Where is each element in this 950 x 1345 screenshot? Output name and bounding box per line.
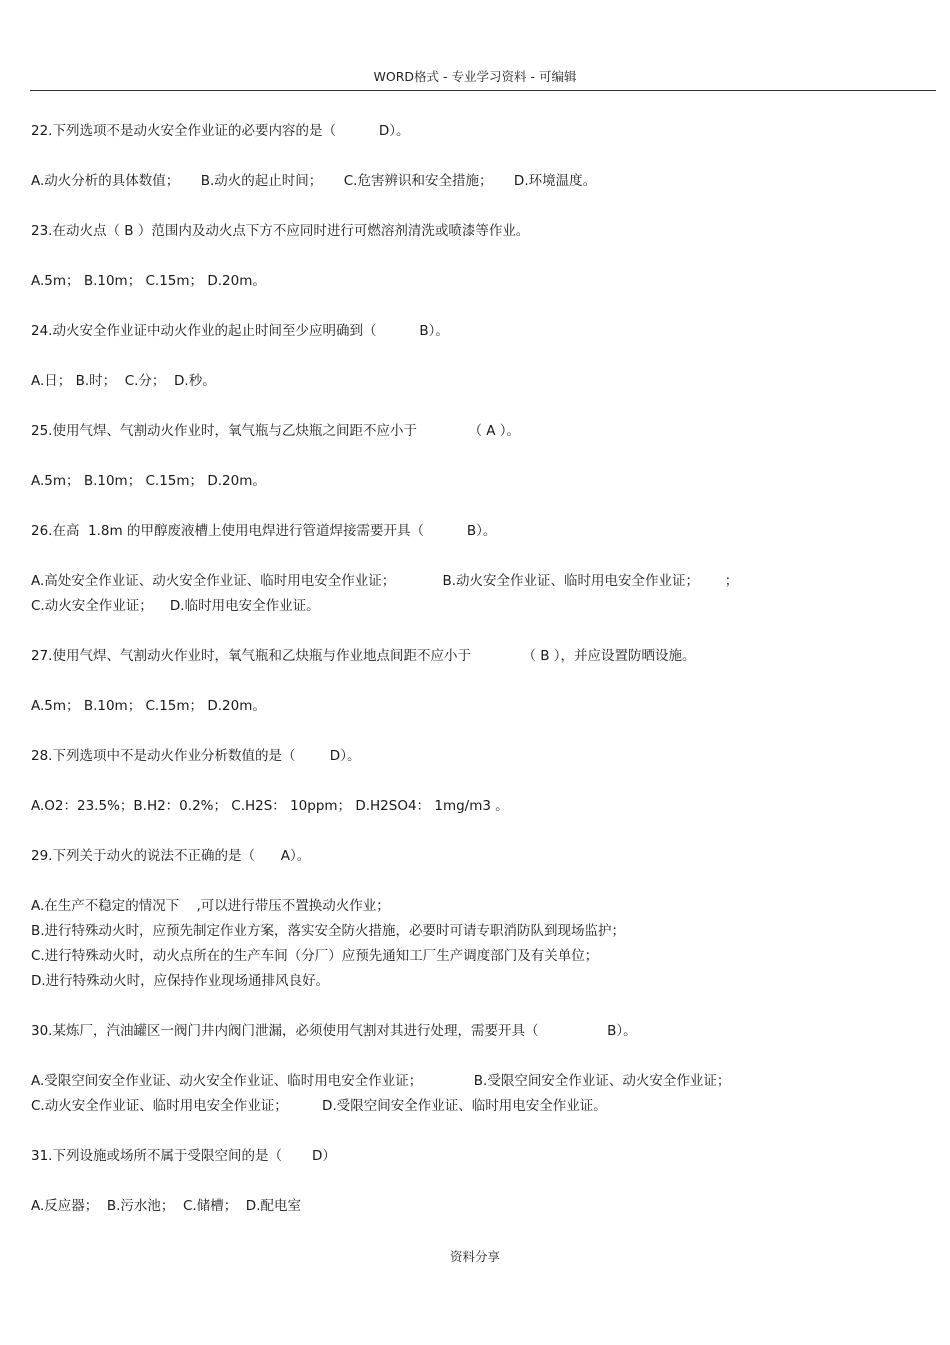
page-header: WORD格式 - 专业学习资料 - 可编辑 [373, 69, 577, 84]
answer-options: A.反应器； B.污水池； C.储槽； D.配电室 [31, 1198, 301, 1214]
question-text: 30.某炼厂，汽油罐区一阀门井内阀门泄漏，必须使用气割对其进行处理，需要开具（ B）。 [31, 1023, 637, 1039]
question-spacer [31, 344, 931, 369]
question-item [31, 1019, 931, 1119]
question-text: 27.使用气焊、气割动火作业时，氧气瓶和乙炔瓶与作业地点间距不应小于 （ B ），并应设置防晒设施。 [31, 648, 696, 664]
answer-options: C.动火安全作业证； D.临时用电安全作业证。 [31, 598, 320, 614]
question-spacer [31, 544, 931, 569]
answer-options: A.日； B.时； C.分； D.秒。 [31, 373, 216, 389]
answer-options: C.进行特殊动火时，动火点所在的生产车间（分厂）应预先通知工厂生产调度部门及有关单位； [31, 948, 599, 964]
header-divider [30, 90, 936, 91]
question-text: 22.下列选项不是动火安全作业证的必要内容的是（ D）。 [31, 123, 410, 139]
question-spacer [31, 869, 931, 894]
page-footer: 资料分享 [449, 1249, 500, 1264]
answer-options: A.O2：23.5%；B.H2：0.2%； C.H2S： 10ppm； D.H2SO4： 1mg/m3 。 [31, 798, 509, 814]
question-text: 23.在动火点（ B ）范围内及动火点下方不应同时进行可燃溶剂清洗或喷漆等作业。 [31, 223, 530, 239]
answer-options: A.受限空间安全作业证、动火安全作业证、临时用电安全作业证； B.受限空间安全作业证、动火安全作业证； [31, 1073, 731, 1089]
question-item [31, 219, 931, 294]
question-text: 29.下列关于动火的说法不正确的是（ A）。 [31, 848, 311, 864]
answer-options: A.5m； B.10m； C.15m； D.20m。 [31, 473, 266, 489]
answer-options: B.进行特殊动火时，应预先制定作业方案，落实安全防火措施，必要时可请专职消防队到现场监护； [31, 923, 626, 939]
question-spacer [31, 244, 931, 269]
question-item [31, 419, 931, 494]
question-item [31, 744, 931, 819]
question-item [31, 1144, 931, 1219]
question-spacer [31, 769, 931, 794]
question-item [31, 644, 931, 719]
question-spacer [31, 144, 931, 169]
question-text: 24.动火安全作业证中动火作业的起止时间至少应明确到（ B）。 [31, 323, 449, 339]
answer-options: A.动火分析的具体数值； B.动火的起止时间； C.危害辨识和安全措施； D.环境温度。 [31, 173, 597, 189]
answer-options: C.动火安全作业证、临时用电安全作业证； D.受限空间安全作业证、临时用电安全作业证。 [31, 1098, 607, 1114]
question-item [31, 844, 931, 994]
question-spacer [31, 1044, 931, 1069]
question-text: 28.下列选项中不是动火作业分析数值的是（ D）。 [31, 748, 361, 764]
answer-options: D.进行特殊动火时，应保持作业现场通排风良好。 [31, 973, 330, 989]
question-spacer [31, 444, 931, 469]
answer-options: A.5m； B.10m； C.15m； D.20m。 [31, 273, 266, 289]
question-list [31, 119, 931, 1244]
answer-options: A.在生产不稳定的情况下 ,可以进行带压不置换动火作业； [31, 898, 390, 914]
question-item [31, 119, 931, 194]
question-text: 31.下列设施或场所不属于受限空间的是（ D） [31, 1148, 336, 1164]
answer-options: A.高处安全作业证、动火安全作业证、临时用电安全作业证； B.动火安全作业证、临时用电安全作业证； ； [31, 573, 739, 589]
question-spacer [31, 1169, 931, 1194]
question-spacer [31, 669, 931, 694]
question-item [31, 319, 931, 394]
question-text: 25.使用气焊、气割动火作业时，氧气瓶与乙炔瓶之间距不应小于 （ A ）。 [31, 423, 521, 439]
answer-options: A.5m； B.10m； C.15m； D.20m。 [31, 698, 266, 714]
question-text: 26.在高 1.8m 的甲醇废液槽上使用电焊进行管道焊接需要开具（ B）。 [31, 523, 497, 539]
question-item [31, 519, 931, 619]
